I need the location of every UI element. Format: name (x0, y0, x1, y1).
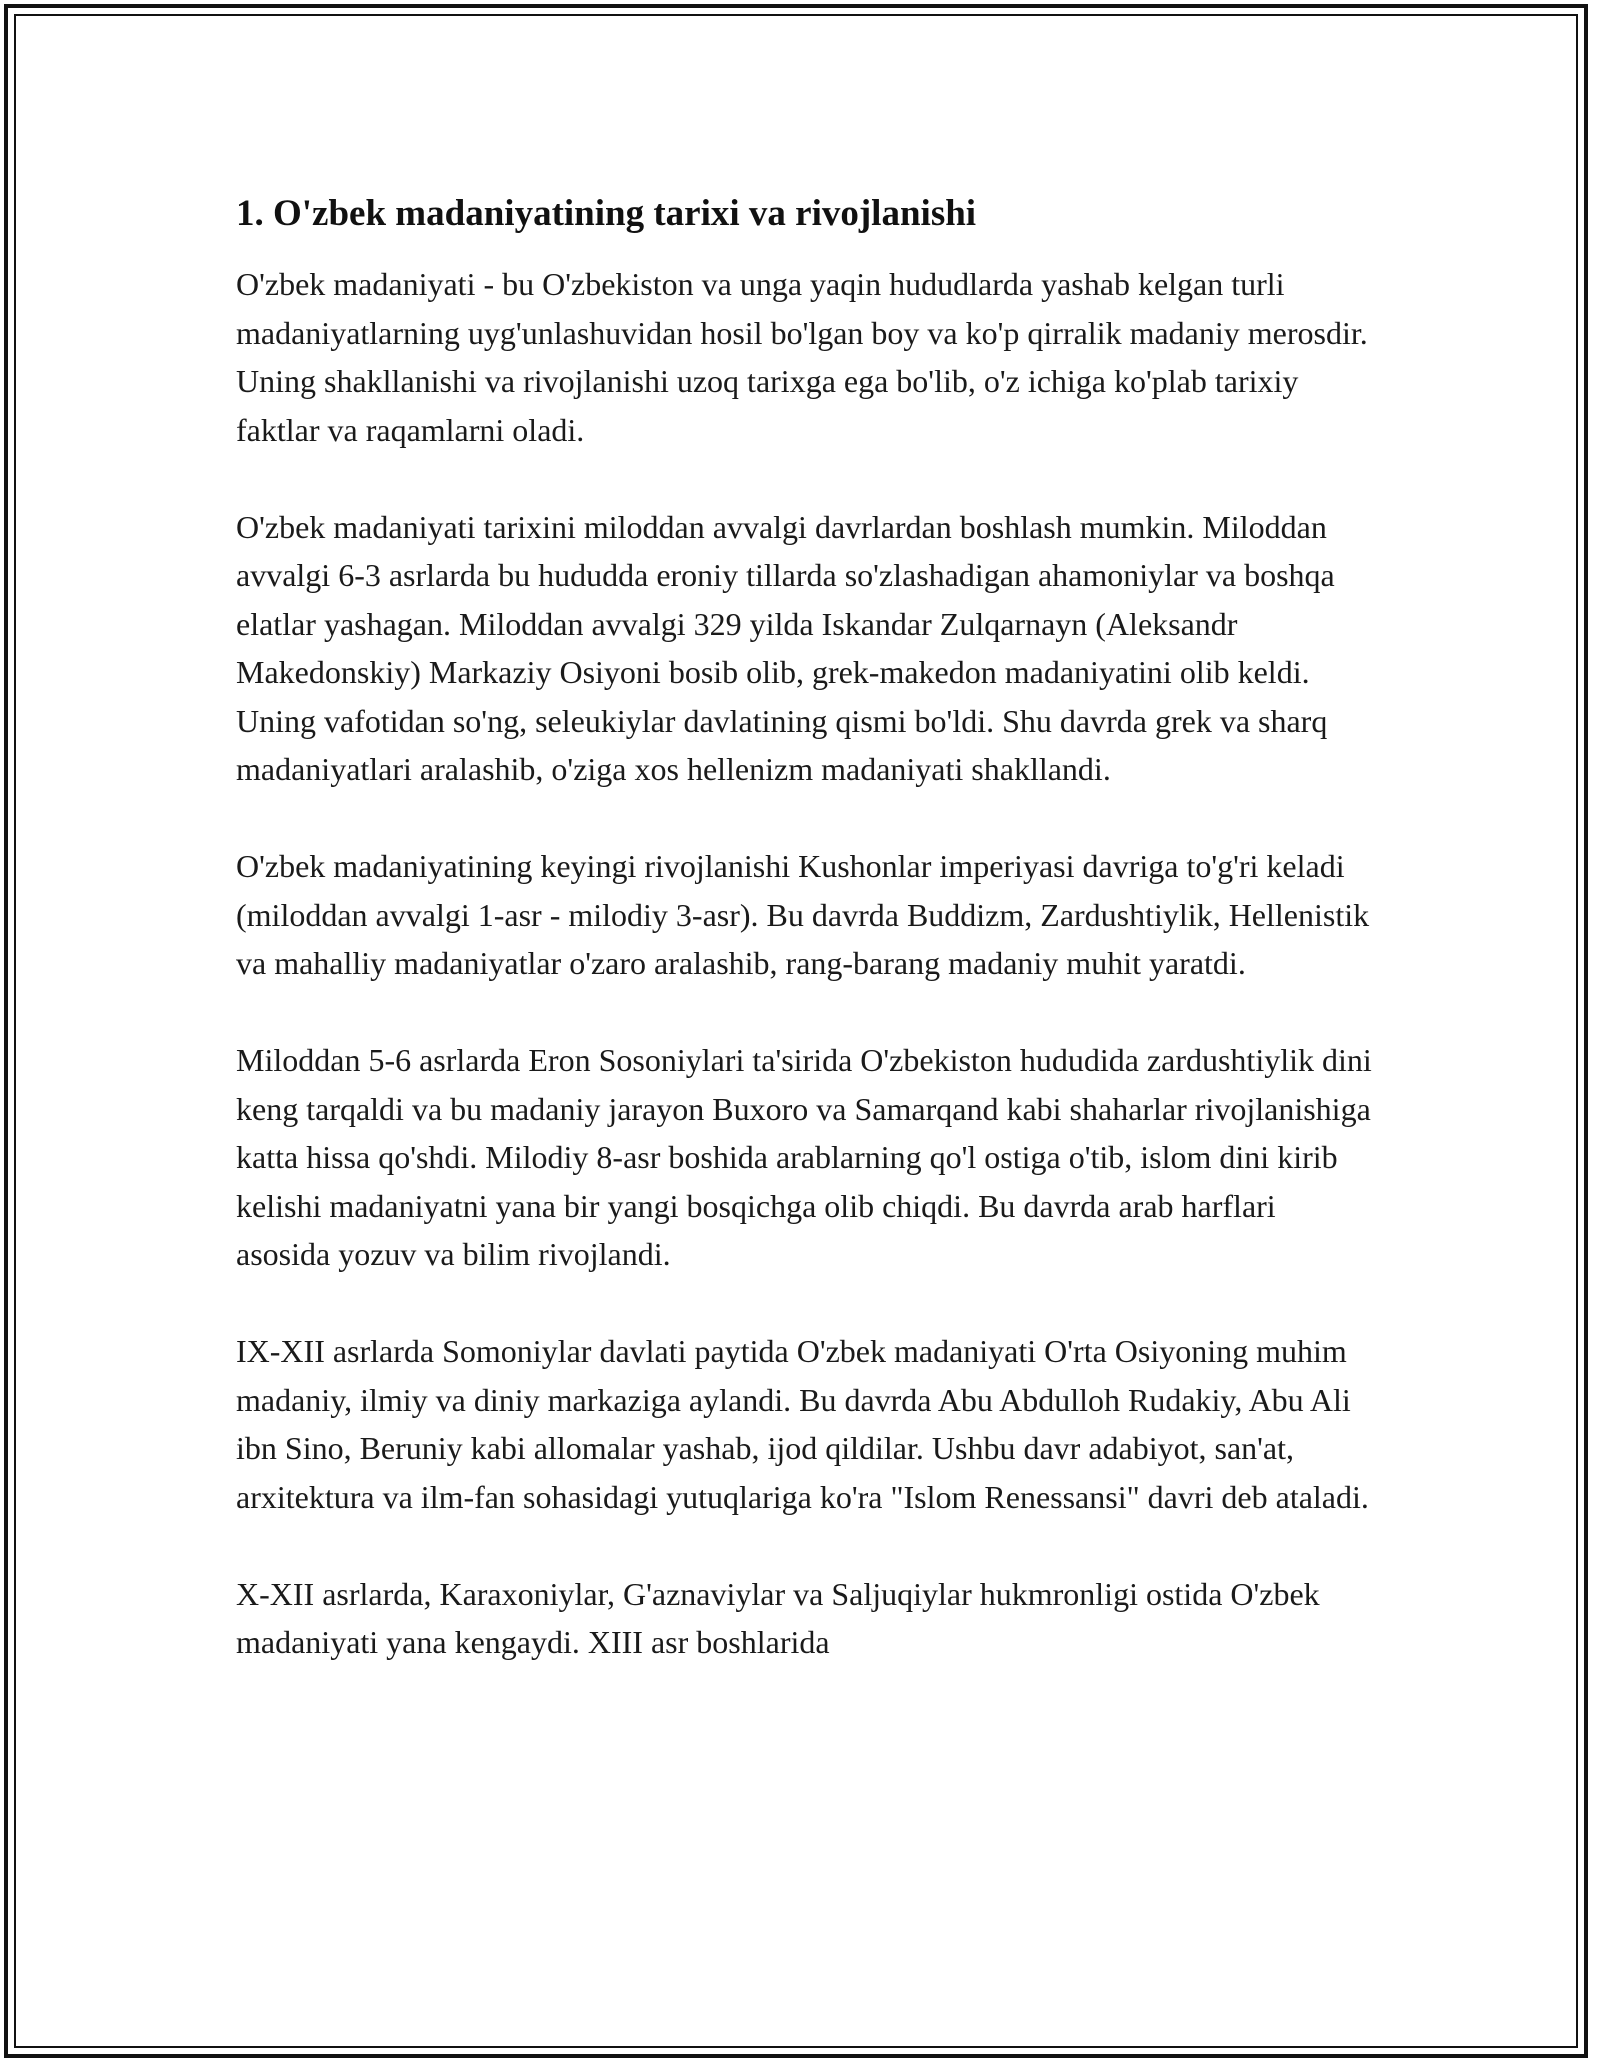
paragraph-2: O'zbek madaniyati tarixini miloddan avvalgi davrlardan boshlash mumkin. Miloddan avvalgi 6-3 asrlarda bu hududda eroniy tillarda so'zlashadigan ahamoniylar va boshqa elatlar yashagan. Miloddan avvalgi 329 yilda Iskandar Zulqarnayn (Aleksandr Makedonskiy) Markaziy Osiyoni bosib olib, grek-makedon madaniyatini olib keldi. Uning vafotidan so'ng, seleukiylar davlatining qismi bo'ldi. Shu davrda grek va sharq madaniyatlari aralashib, o'ziga xos hellenizm madaniyati shakllandi. (236, 508, 1335, 787)
paragraph-6: X-XII asrlarda, Karaxoniylar, G'aznaviylar va Saljuqiylar hukmronligi ostida O'zbek madaniyati yana kengaydi. XIII asr boshlarida (236, 1575, 1320, 1660)
paragraph-4: Miloddan 5-6 asrlarda Eron Sosoniylari ta'sirida O'zbekiston hududida zardushtiylik dini keng tarqaldi va bu madaniy jarayon Buxoro va Samarqand kabi shaharlar rivojlanishiga katta hissa qo'shdi. Milodiy 8-asr boshida arablarning qo'l ostiga o'tib, islom dini kirib kelishi madaniyatni yana bir yangi bosqichga olib chiqdi. Bu davrda arab harflari asosida yozuv va bilim rivojlandi. (236, 1042, 1372, 1272)
paragraph-1: O'zbek madaniyati - bu O'zbekiston va unga yaqin hududlarda yashab kelgan turli madaniyatlarning uyg'unlashuvidan hosil bo'lgan boy va ko'p qirralik madaniy merosdir. Uning shakllanishi va rivojlanishi uzoq tarixga ega bo'lib, o'z ichiga ko'plab tarixiy faktlar va raqamlarni oladi. (236, 266, 1368, 448)
page-title: 1. O'zbek madaniyatining tarixi va rivojlanishi (236, 193, 977, 234)
paragraph-3: O'zbek madaniyatining keyingi rivojlanishi Kushonlar imperiyasi davriga to'g'ri keladi (miloddan avvalgi 1-asr - milodiy 3-asr). Bu davrda Buddizm, Zardushtiylik, Hellenistik va mahalliy madaniyatlar o'zaro aralashib, rang-barang madaniy muhit yaratdi. (236, 848, 1370, 981)
document-body (236, 190, 1376, 1667)
paragraph-5: IX-XII asrlarda Somoniylar davlati paytida O'zbek madaniyati O'rta Osiyoning muhim madaniy, ilmiy va diniy markaziga aylandi. Bu davrda Abu Abdulloh Rudakiy, Abu Ali ibn Sino, Beruniy kabi allomalar yashab, ijod qildilar. Ushbu davr adabiyot, san'at, arxitektura va ilm-fan sohasidagi yutuqlariga ko'ra "Islom Renessansi" davri deb ataladi. (236, 1333, 1369, 1515)
